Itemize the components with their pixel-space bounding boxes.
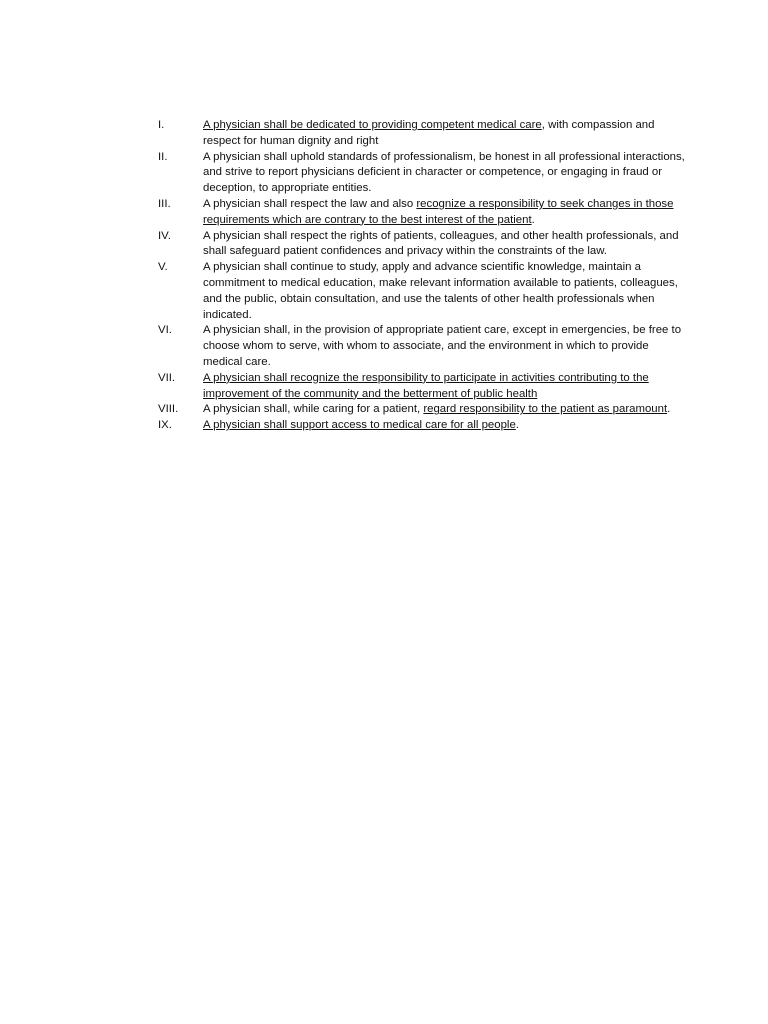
principle-text-segment: A physician shall continue to study, apply and advance scientific knowledge, maintain a commitment to medical education, make relevant information available to patients, colleagues, and the public, obtain consultation, and use the talents of other health professionals when indicated. [203,261,678,321]
principle-text-segment: . [515,419,519,432]
principle-item [158,402,688,418]
principle-numeral: IV. [158,229,171,242]
principle-text-underlined: regard responsibility to the patient as paramount [423,403,668,416]
principle-text-underlined: A physician shall support access to medical care for all people [203,419,516,432]
principle-text [203,260,688,323]
principle-numeral: II. [158,150,168,163]
principle-numeral: V. [158,261,168,274]
principle-text-segment: . [531,213,535,226]
principle-numeral: VI. [158,324,172,337]
principle-text-segment: , with compassion and respect for human dignity and right [203,119,655,147]
principle-text [203,371,688,403]
principle-text [203,229,688,261]
principle-text-underlined: A physician shall recognize the responsibility to participate in activities contributing to the improvement of the community and the betterment of public health [203,371,649,400]
principle-numeral: VII. [158,371,176,384]
principle-item [158,229,688,261]
principle-item [158,260,688,323]
principle-text [203,118,688,150]
principle-text-segment: A physician shall, while caring for a patient, [203,403,424,416]
principle-text-underlined: recognize a responsibility to seek changes in those requirements which are contrary to the best interest of the patient [203,197,674,226]
principle-text-underlined: A physician shall be dedicated to providing competent medical care [203,119,542,131]
principle-text [203,150,688,197]
principle-item [158,197,688,229]
principle-numeral: VIII. [158,403,179,416]
principle-numeral: IX. [158,419,172,432]
principle-text-segment: A physician shall respect the law and also [203,197,417,210]
principle-text [203,418,688,434]
principle-text [203,402,688,418]
principle-item [158,150,688,197]
principle-item [158,371,688,403]
principle-numeral: I. [158,119,165,131]
principle-item [158,418,688,434]
principle-item [158,323,688,370]
principle-item [158,118,688,150]
principle-text [203,197,688,229]
principle-text-segment: A physician shall respect the rights of patients, colleagues, and other health professionals, and shall safeguard patient confidences and privacy within the constraints of the law. [203,229,679,258]
principle-text-segment: A physician shall, in the provision of appropriate patient care, except in emergencies, be free to choose whom to serve, with whom to associate, and the environment in which to provide medical care. [203,324,682,368]
principles-list [158,118,688,434]
principle-text-segment: A physician shall uphold standards of professionalism, be honest in all professional interactions, and strive to report physicians deficient in character or competence, or engaging in fraud or deception, to appropriate entities. [203,150,685,195]
principle-text-segment: . [667,403,671,416]
principle-numeral: III. [158,197,171,210]
principle-text [203,323,688,370]
